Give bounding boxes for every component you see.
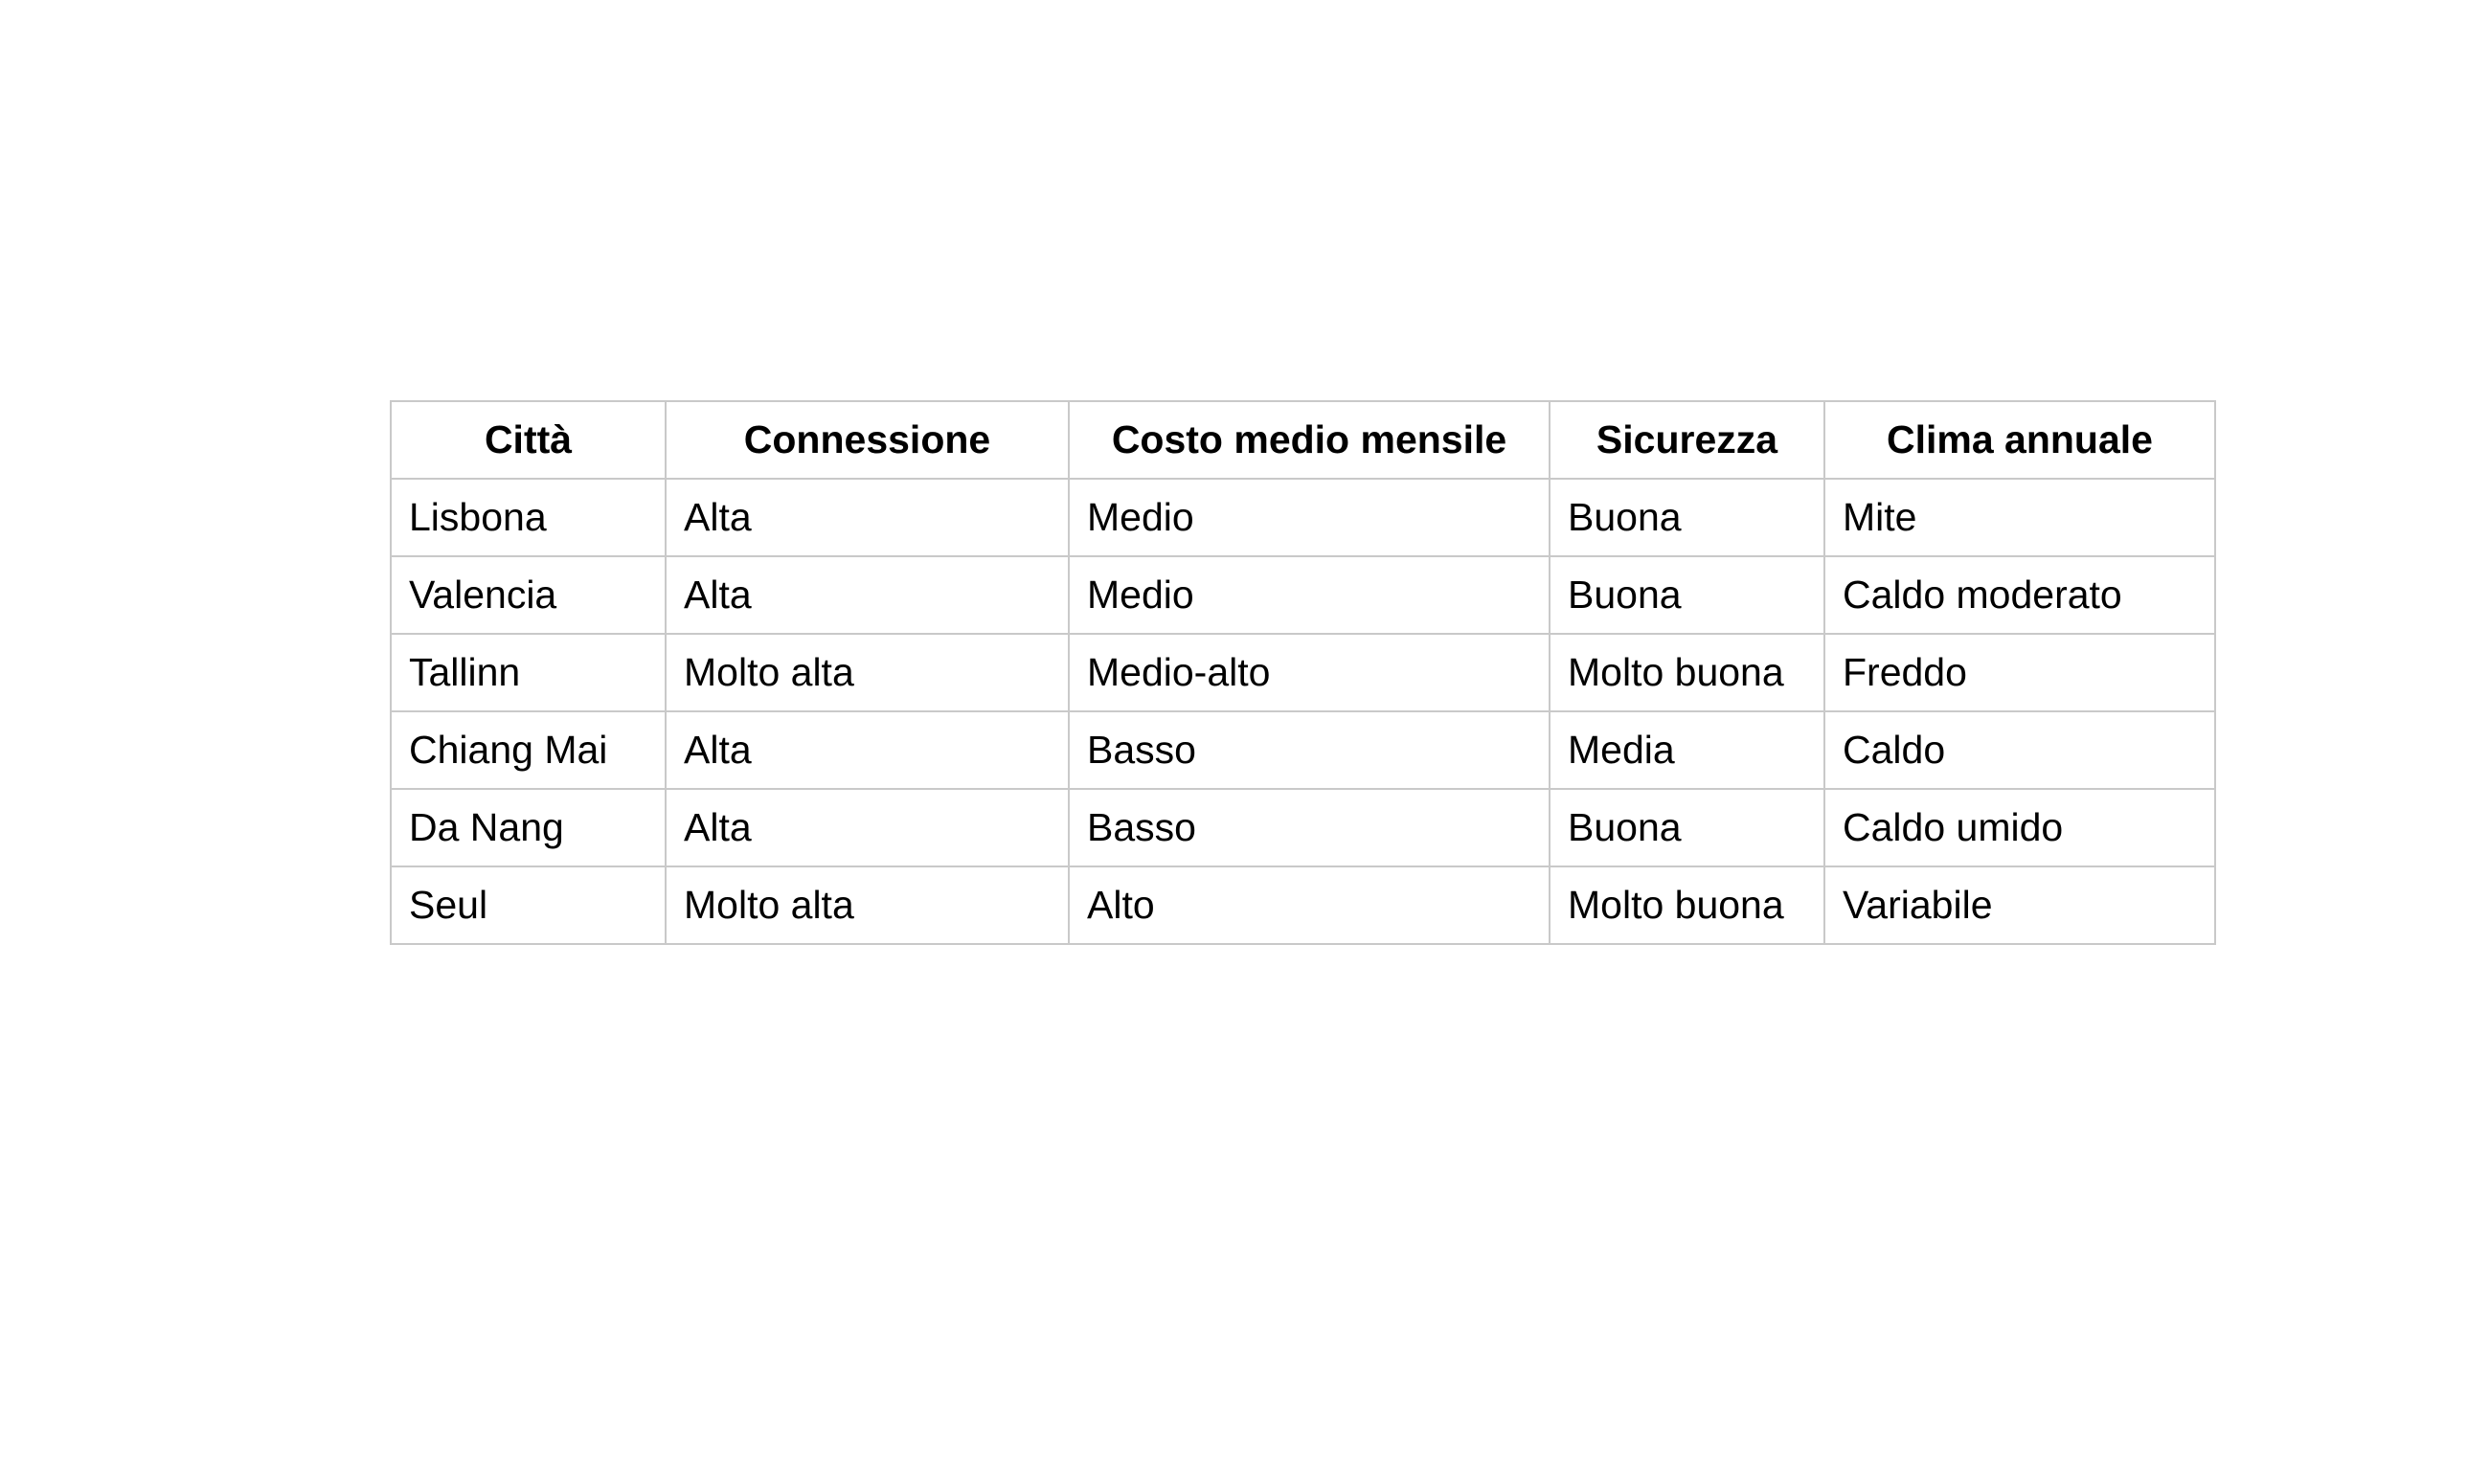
table-cell: Alto xyxy=(1069,866,1550,944)
table-cell: Alta xyxy=(666,789,1069,866)
table-cell: Da Nang xyxy=(391,789,666,866)
table-header-row xyxy=(391,401,2215,479)
header-cell-connessione: Connessione xyxy=(666,401,1069,479)
table-cell: Lisbona xyxy=(391,479,666,556)
header-cell-clima-annuale: Clima annuale xyxy=(1824,401,2215,479)
table-cell: Molto alta xyxy=(666,634,1069,711)
table-cell: Freddo xyxy=(1824,634,2215,711)
table-cell: Media xyxy=(1550,711,1824,789)
table-row xyxy=(391,866,2215,944)
table-cell: Seul xyxy=(391,866,666,944)
table-cell: Buona xyxy=(1550,556,1824,634)
table-cell: Molto alta xyxy=(666,866,1069,944)
table-cell: Tallinn xyxy=(391,634,666,711)
comparison-table xyxy=(390,400,2216,945)
table-cell: Basso xyxy=(1069,711,1550,789)
table-cell: Medio xyxy=(1069,556,1550,634)
table-cell: Chiang Mai xyxy=(391,711,666,789)
table-cell: Alta xyxy=(666,556,1069,634)
header-cell-sicurezza: Sicurezza xyxy=(1550,401,1824,479)
table-cell: Medio-alto xyxy=(1069,634,1550,711)
table-cell: Molto buona xyxy=(1550,634,1824,711)
table-cell: Variabile xyxy=(1824,866,2215,944)
table-cell: Alta xyxy=(666,711,1069,789)
table-cell: Caldo umido xyxy=(1824,789,2215,866)
table-cell: Buona xyxy=(1550,479,1824,556)
table-row xyxy=(391,789,2215,866)
table-row xyxy=(391,634,2215,711)
table-cell: Alta xyxy=(666,479,1069,556)
table-cell: Buona xyxy=(1550,789,1824,866)
table-cell: Valencia xyxy=(391,556,666,634)
header-cell-citta: Città xyxy=(391,401,666,479)
header-cell-costo-medio-mensile: Costo medio mensile xyxy=(1069,401,1550,479)
table-cell: Molto buona xyxy=(1550,866,1824,944)
table-row xyxy=(391,556,2215,634)
table-row xyxy=(391,479,2215,556)
table-cell: Medio xyxy=(1069,479,1550,556)
table-cell: Caldo moderato xyxy=(1824,556,2215,634)
table-cell: Basso xyxy=(1069,789,1550,866)
table-cell: Mite xyxy=(1824,479,2215,556)
table-cell: Caldo xyxy=(1824,711,2215,789)
table-row xyxy=(391,711,2215,789)
